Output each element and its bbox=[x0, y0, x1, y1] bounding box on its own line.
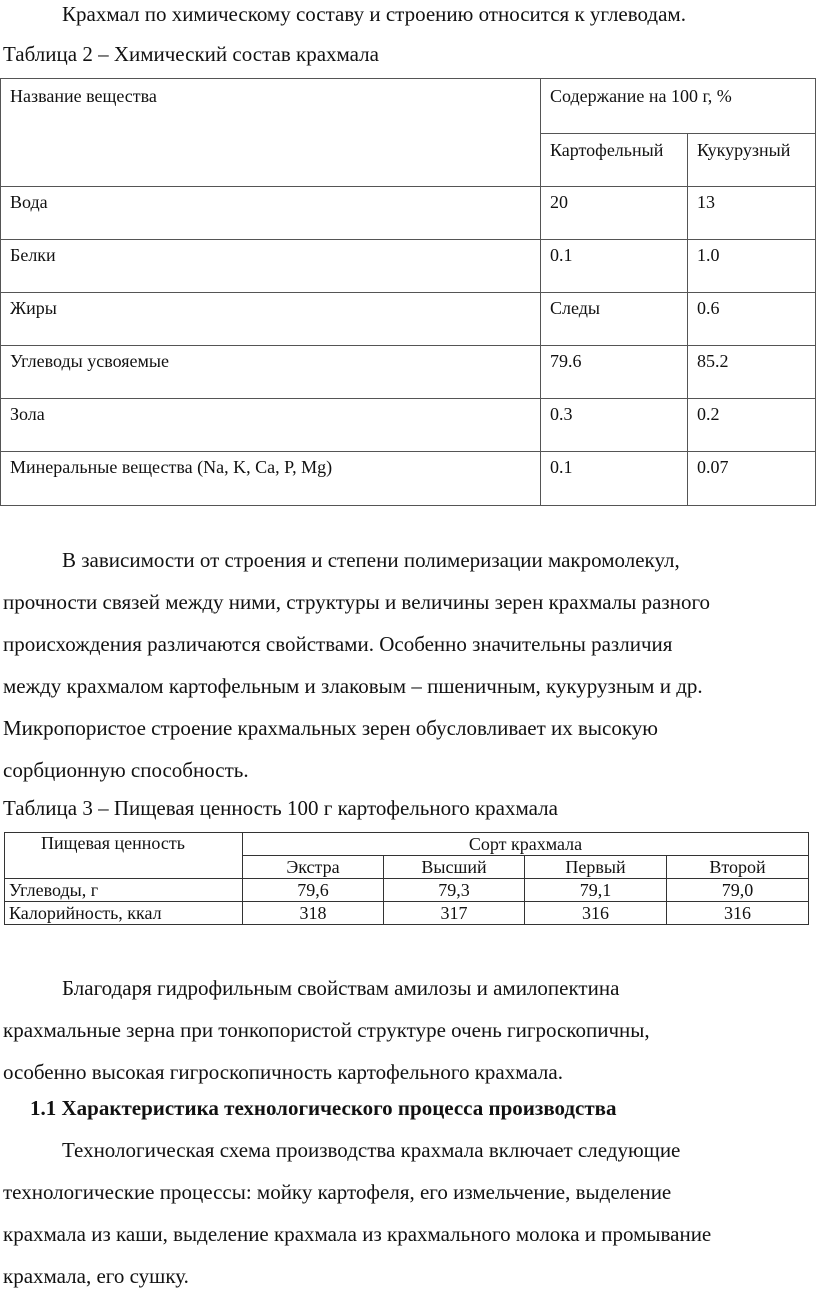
table2-caption: Таблица 2 – Химический состав крахмала bbox=[3, 42, 379, 66]
intro-line: Крахмал по химическому составу и строению относится к углеводам. bbox=[62, 2, 686, 26]
paragraph3-line: технологические процессы: мойку картофеля, его измельчение, выделение bbox=[3, 1180, 672, 1204]
table2-header-name: Название вещества bbox=[10, 86, 157, 106]
paragraph2-line: особенно высокая гигроскопичность картофельного крахмала. bbox=[3, 1060, 563, 1084]
table2 bbox=[0, 78, 816, 506]
paragraph3-line: Технологическая схема производства крахмала включает следующие bbox=[62, 1138, 681, 1162]
paragraph3-line: крахмала из каши, выделение крахмала из крахмального молока и промывание bbox=[3, 1222, 712, 1246]
table-cell: 79,6 bbox=[243, 879, 384, 902]
table-cell: 79,3 bbox=[384, 879, 525, 902]
table-cell: 317 bbox=[384, 902, 525, 925]
row-name: Углеводы усвояемые bbox=[10, 351, 169, 371]
table3-header-value: Пищевая ценность bbox=[5, 833, 243, 879]
grade-header: Экстра bbox=[243, 856, 384, 879]
table-row bbox=[0, 239, 541, 293]
table-cell: 79,0 bbox=[667, 879, 809, 902]
row-corn: 0.07 bbox=[697, 457, 729, 477]
row-name: Вода bbox=[10, 192, 48, 212]
table-row bbox=[5, 902, 809, 925]
row-potato: Следы bbox=[550, 298, 600, 318]
row-potato: 79.6 bbox=[550, 351, 582, 371]
table-row bbox=[0, 186, 541, 240]
table-row bbox=[0, 292, 541, 346]
row-corn: 13 bbox=[697, 192, 715, 212]
row-name: Жиры bbox=[10, 298, 57, 318]
grade-header: Высший bbox=[384, 856, 525, 879]
paragraph2-line: крахмальные зерна при тонкопористой структуре очень гигроскопичны, bbox=[3, 1018, 650, 1042]
table-row bbox=[0, 398, 541, 452]
table-cell: 79,1 bbox=[525, 879, 667, 902]
row-corn: 85.2 bbox=[697, 351, 729, 371]
table-cell: 318 bbox=[243, 902, 384, 925]
row-corn: 0.2 bbox=[697, 404, 720, 424]
table-cell: 316 bbox=[667, 902, 809, 925]
table2-header-content: Содержание на 100 г, % bbox=[550, 86, 732, 106]
table3 bbox=[4, 832, 809, 925]
table-row bbox=[5, 833, 809, 856]
row-potato: 0.3 bbox=[550, 404, 573, 424]
table-row bbox=[5, 879, 809, 902]
row-label: Калорийность, ккал bbox=[5, 902, 243, 925]
row-name: Минеральные вещества (Na, K, Ca, P, Mg) bbox=[10, 457, 333, 477]
paragraph1-line: сорбционную способность. bbox=[3, 758, 249, 782]
row-name: Зола bbox=[10, 404, 45, 424]
row-potato: 0.1 bbox=[550, 245, 573, 265]
row-corn: 1.0 bbox=[697, 245, 720, 265]
paragraph1-line: Микропористое строение крахмальных зерен обусловливает их высокую bbox=[3, 716, 658, 740]
grade-header: Второй bbox=[667, 856, 809, 879]
table2-header-potato: Картофельный bbox=[550, 140, 664, 160]
row-potato: 0.1 bbox=[550, 457, 573, 477]
row-label: Углеводы, г bbox=[5, 879, 243, 902]
paragraph1-line: В зависимости от строения и степени полимеризации макромолекул, bbox=[62, 548, 680, 572]
paragraph1-line: происхождения различаются свойствами. Особенно значительны различия bbox=[3, 632, 673, 656]
section-heading: 1.1 Характеристика технологического процесса производства bbox=[30, 1096, 617, 1120]
paragraph1-line: между крахмалом картофельным и злаковым – пшеничным, кукурузным и др. bbox=[3, 674, 703, 698]
table3-caption: Таблица 3 – Пищевая ценность 100 г картофельного крахмала bbox=[3, 796, 558, 820]
table2-header-corn: Кукурузный bbox=[697, 140, 791, 160]
table3-header-grade: Сорт крахмала bbox=[243, 833, 809, 856]
paragraph2-line: Благодаря гидрофильным свойствам амилозы и амилопектина bbox=[62, 976, 620, 1000]
grade-header: Первый bbox=[525, 856, 667, 879]
row-name: Белки bbox=[10, 245, 56, 265]
paragraph1-line: прочности связей между ними, структуры и величины зерен крахмалы разного bbox=[3, 590, 711, 614]
table-cell: 316 bbox=[525, 902, 667, 925]
row-potato: 20 bbox=[550, 192, 568, 212]
row-corn: 0.6 bbox=[697, 298, 720, 318]
paragraph3-line: крахмала, его сушку. bbox=[3, 1264, 189, 1288]
